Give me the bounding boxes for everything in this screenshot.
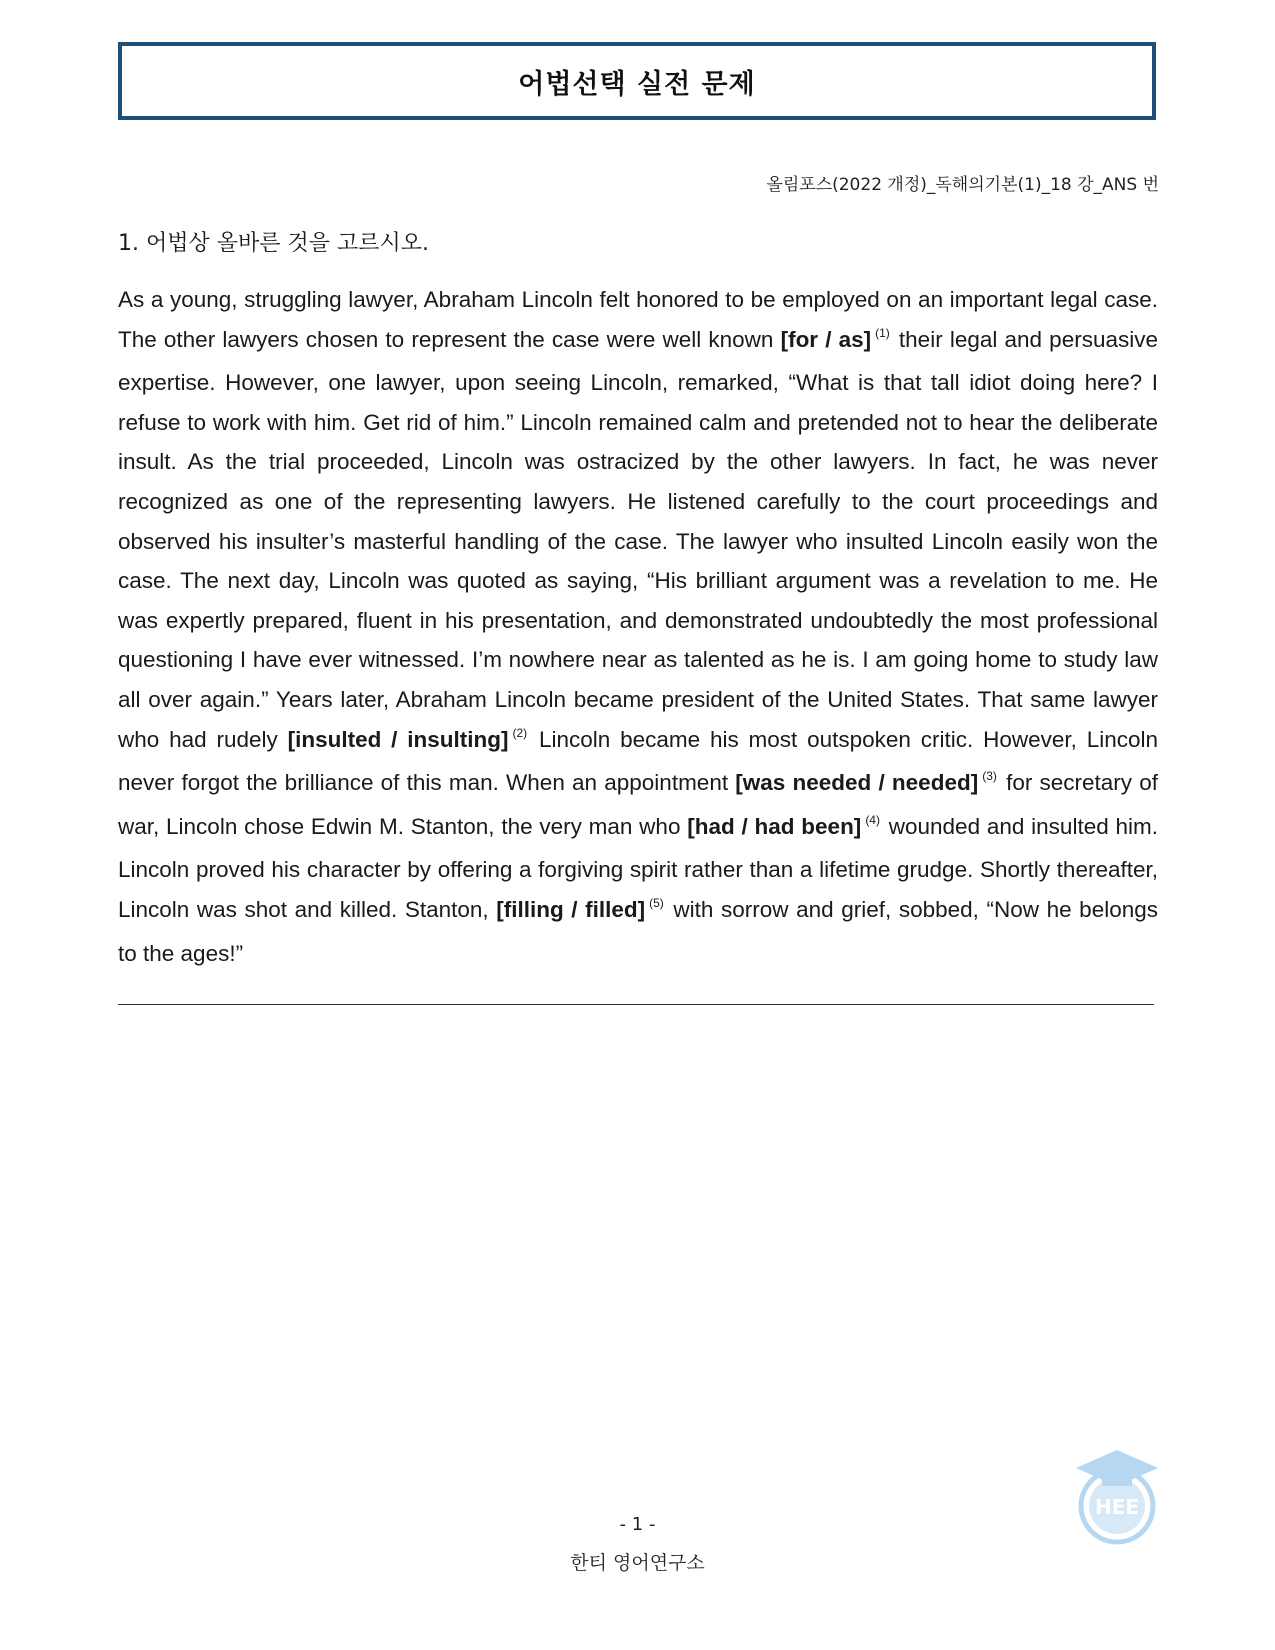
blank-marker-1: (1) [875, 325, 890, 340]
grammar-choice-1: [for / as] [780, 326, 872, 352]
grammar-choice-3: [was needed / needed] [735, 770, 979, 796]
passage-segment: As a young, struggling lawyer, Abraham Lincoln felt honored to be employed on an important legal case. The other lawyers chosen to represent the case were well known [118, 287, 1158, 352]
grammar-choice-4: [had / had been] [687, 813, 862, 839]
reading-passage [118, 280, 1158, 973]
page-title: 어법선택 실전 문제 [518, 68, 756, 100]
source-reference: 올림포스(2022 개정)_독해의기본(1)_18 강_ANS 번 [766, 175, 1159, 195]
logo-text: HEE [1094, 1495, 1140, 1519]
divider-line [118, 1004, 1154, 1005]
question-prompt: 1. 어법상 올바른 것을 고르시오. [118, 231, 429, 256]
blank-marker-4: (4) [865, 812, 880, 827]
blank-marker-5: (5) [649, 895, 664, 910]
passage-segment: with sorrow and grief, sobbed, “Now he belongs to the ages!” [118, 896, 1158, 966]
passage-segment: wounded and insulted him. Lincoln proved his character by offering a forgiving spirit rather than a lifetime grudge. Shortly thereafter, Lincoln was shot and killed. Stanton, [118, 813, 1158, 922]
title-box [118, 42, 1156, 120]
grammar-choice-2: [insulted / insulting] [287, 726, 509, 752]
institute-name: 한티 영어연구소 [570, 1552, 705, 1574]
passage-segment: Lincoln became his most outspoken critic. However, Lincoln never forgot the brilliance of this man. When an appointment [118, 726, 1158, 796]
passage-segment: for secretary of war, Lincoln chose Edwin M. Stanton, the very man who [118, 770, 1159, 839]
passage-segment: their legal and persuasive expertise. However, one lawyer, upon seeing Lincoln, remarked, “What is that tall idiot doing here? I refuse to work with him. Get rid of him.” Lincoln remained calm and pretended not to hear the deliberate insult. As the trial proceeded, Lincoln was ostracized by the other lawyers. In fact, he was never recognized as one of the representing lawyers. He listened carefully to the court proceedings and observed his insulter’s masterful handling of the case. The lawyer who insulted Lincoln easily won the case. The next day, Lincoln was quoted as saying, “His brilliant argument was a revelation to me. He was expertly prepared, fluent in his presentation, and demonstrated undoubtedly the most professional questioning I have ever witnessed. I’m nowhere near as talented as he is. I am going home to study law all over again.” Years later, Abraham Lincoln became president of the United States. That same lawyer who had rudely [118, 326, 1158, 752]
grammar-choice-5: [filling / filled] [496, 896, 646, 922]
blank-marker-3: (3) [982, 769, 997, 784]
page-number: - 1 - [619, 1514, 656, 1535]
blank-marker-2: (2) [512, 725, 528, 740]
